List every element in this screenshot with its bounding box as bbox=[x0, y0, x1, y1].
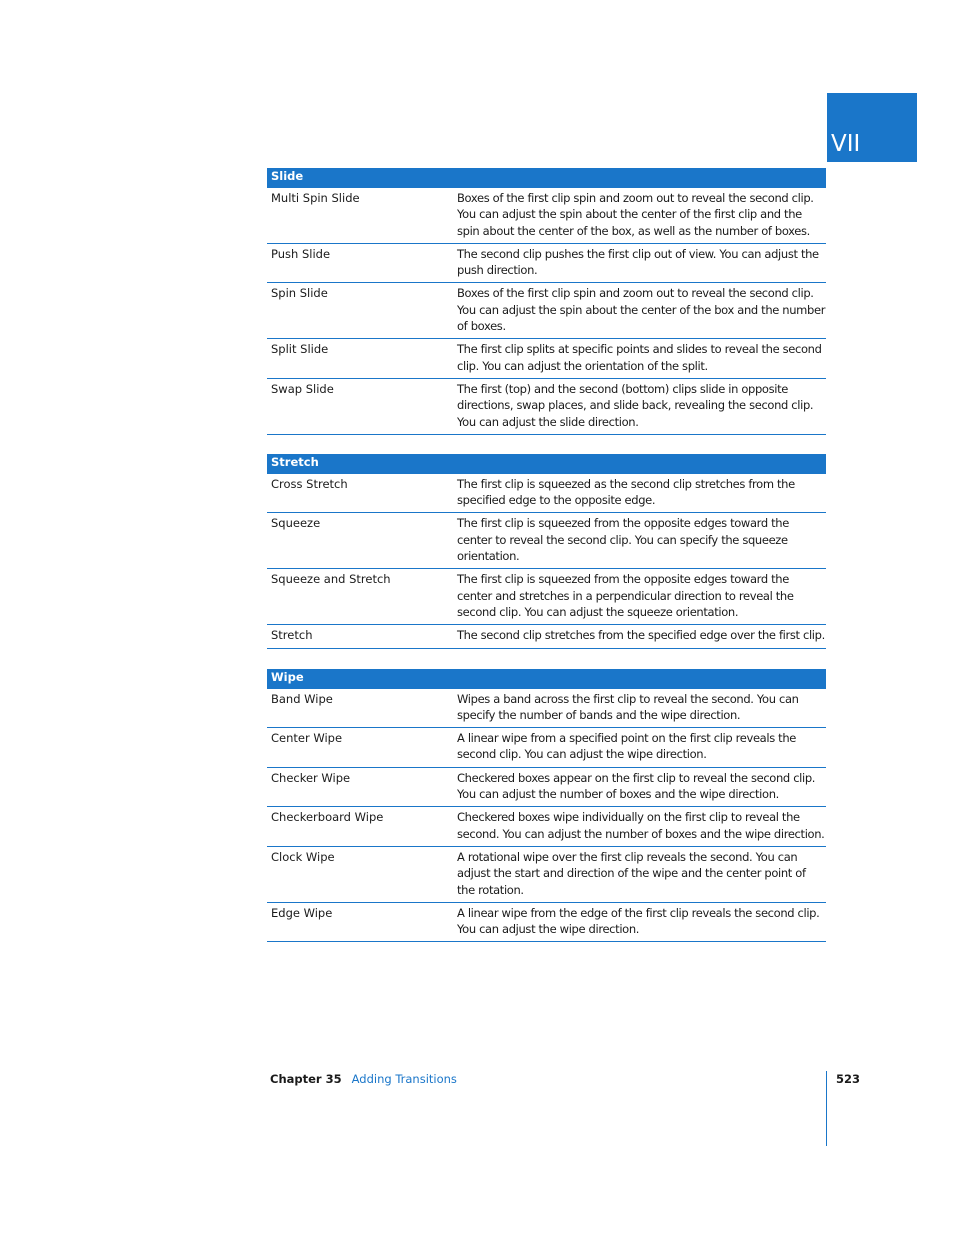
row-term: Multi Spin Slide bbox=[271, 191, 360, 205]
table-row bbox=[267, 807, 826, 847]
row-description: A linear wipe from the edge of the first clip reveals the second clip. You can adjust the wipe direction. bbox=[457, 905, 820, 937]
row-description: The first (top) and the second (bottom) clips slide in opposite directions, swap places, and slide back, revealing the second clip. You can adjust the slide direction. bbox=[457, 381, 814, 429]
table-row bbox=[267, 339, 826, 379]
part-tab bbox=[827, 93, 917, 162]
row-term: Cross Stretch bbox=[271, 476, 348, 491]
chapter-title-link[interactable]: Adding Transitions bbox=[351, 1072, 457, 1086]
row-term: Clock Wipe bbox=[271, 849, 335, 864]
section-header-wipe: Wipe bbox=[267, 669, 826, 689]
row-term: Swap Slide bbox=[271, 381, 334, 396]
row-term: Stretch bbox=[271, 628, 313, 643]
table-row bbox=[267, 728, 826, 768]
row-term: Push Slide bbox=[271, 246, 331, 261]
row-description: A rotational wipe over the first clip reveals the second. You can adjust the start and direction of the wipe and the center point of the rotation. bbox=[457, 849, 806, 897]
stretch-section bbox=[267, 454, 826, 649]
table-row bbox=[267, 847, 826, 903]
row-term: Spin Slide bbox=[271, 286, 328, 301]
table-row bbox=[267, 625, 826, 648]
row-term: Center Wipe bbox=[271, 731, 343, 746]
part-label: VII bbox=[831, 131, 861, 157]
row-term: Squeeze bbox=[271, 516, 321, 531]
row-description: Checkered boxes appear on the first clip to reveal the second clip. You can adjust the number of boxes and the wipe direction. bbox=[457, 770, 816, 802]
section-header-slide: Slide bbox=[267, 168, 826, 188]
table-row bbox=[267, 513, 826, 569]
row-description: Boxes of the first clip spin and zoom out to reveal the second clip. You can adjust the spin about the center of the first clip and the spin about the center of the box, as well as the number of boxes. bbox=[457, 191, 814, 238]
table-row bbox=[267, 768, 826, 808]
slide-section bbox=[267, 168, 826, 435]
row-description: The second clip stretches from the specified edge over the first clip. bbox=[457, 628, 825, 643]
row-description: The first clip splits at specific points and slides to reveal the second clip. You can adjust the orientation of the split. bbox=[457, 342, 822, 373]
row-description: Wipes a band across the first clip to reveal the second. You can specify the number of bands and the wipe direction. bbox=[457, 691, 799, 722]
row-description: A linear wipe from a specified point on the first clip reveals the second clip. You can adjust the wipe direction. bbox=[457, 731, 796, 762]
table-row bbox=[267, 569, 826, 625]
section-header-stretch: Stretch bbox=[267, 454, 826, 474]
row-description: The first clip is squeezed from the opposite edges toward the center and stretches in a perpendicular direction to reveal the second clip. You can adjust the squeeze orientation. bbox=[457, 572, 794, 619]
chapter-label: Chapter 35 bbox=[270, 1072, 342, 1086]
page-footer bbox=[270, 1072, 457, 1086]
table-row bbox=[267, 244, 826, 284]
table-row bbox=[267, 689, 826, 729]
table-row bbox=[267, 903, 826, 943]
row-description: Checkered boxes wipe individually on the first clip to reveal the second. You can adjust the number of boxes and the wipe direction. bbox=[457, 810, 825, 841]
row-description: The second clip pushes the first clip out of view. You can adjust the push direction. bbox=[457, 246, 819, 278]
row-description: The first clip is squeezed from the opposite edges toward the center to reveal the second clip. You can specify the squeeze orientation. bbox=[457, 516, 789, 564]
transitions-tables bbox=[267, 168, 826, 942]
row-term: Band Wipe bbox=[271, 691, 333, 706]
page-number: 523 bbox=[836, 1072, 861, 1086]
table-row bbox=[267, 283, 826, 339]
footer-divider bbox=[826, 1071, 827, 1146]
row-term: Checkerboard Wipe bbox=[271, 810, 384, 825]
row-description: The first clip is squeezed as the second clip stretches from the specified edge to the opposite edge. bbox=[457, 476, 795, 508]
row-description: Boxes of the first clip spin and zoom out to reveal the second clip. You can adjust the spin about the center of the box and the number of boxes. bbox=[457, 286, 826, 334]
wipe-section bbox=[267, 669, 826, 943]
row-term: Split Slide bbox=[271, 342, 329, 357]
table-row bbox=[267, 188, 826, 244]
row-term: Checker Wipe bbox=[271, 770, 351, 785]
row-term: Edge Wipe bbox=[271, 905, 333, 920]
table-row bbox=[267, 379, 826, 435]
table-row bbox=[267, 474, 826, 514]
row-term: Squeeze and Stretch bbox=[271, 572, 391, 587]
